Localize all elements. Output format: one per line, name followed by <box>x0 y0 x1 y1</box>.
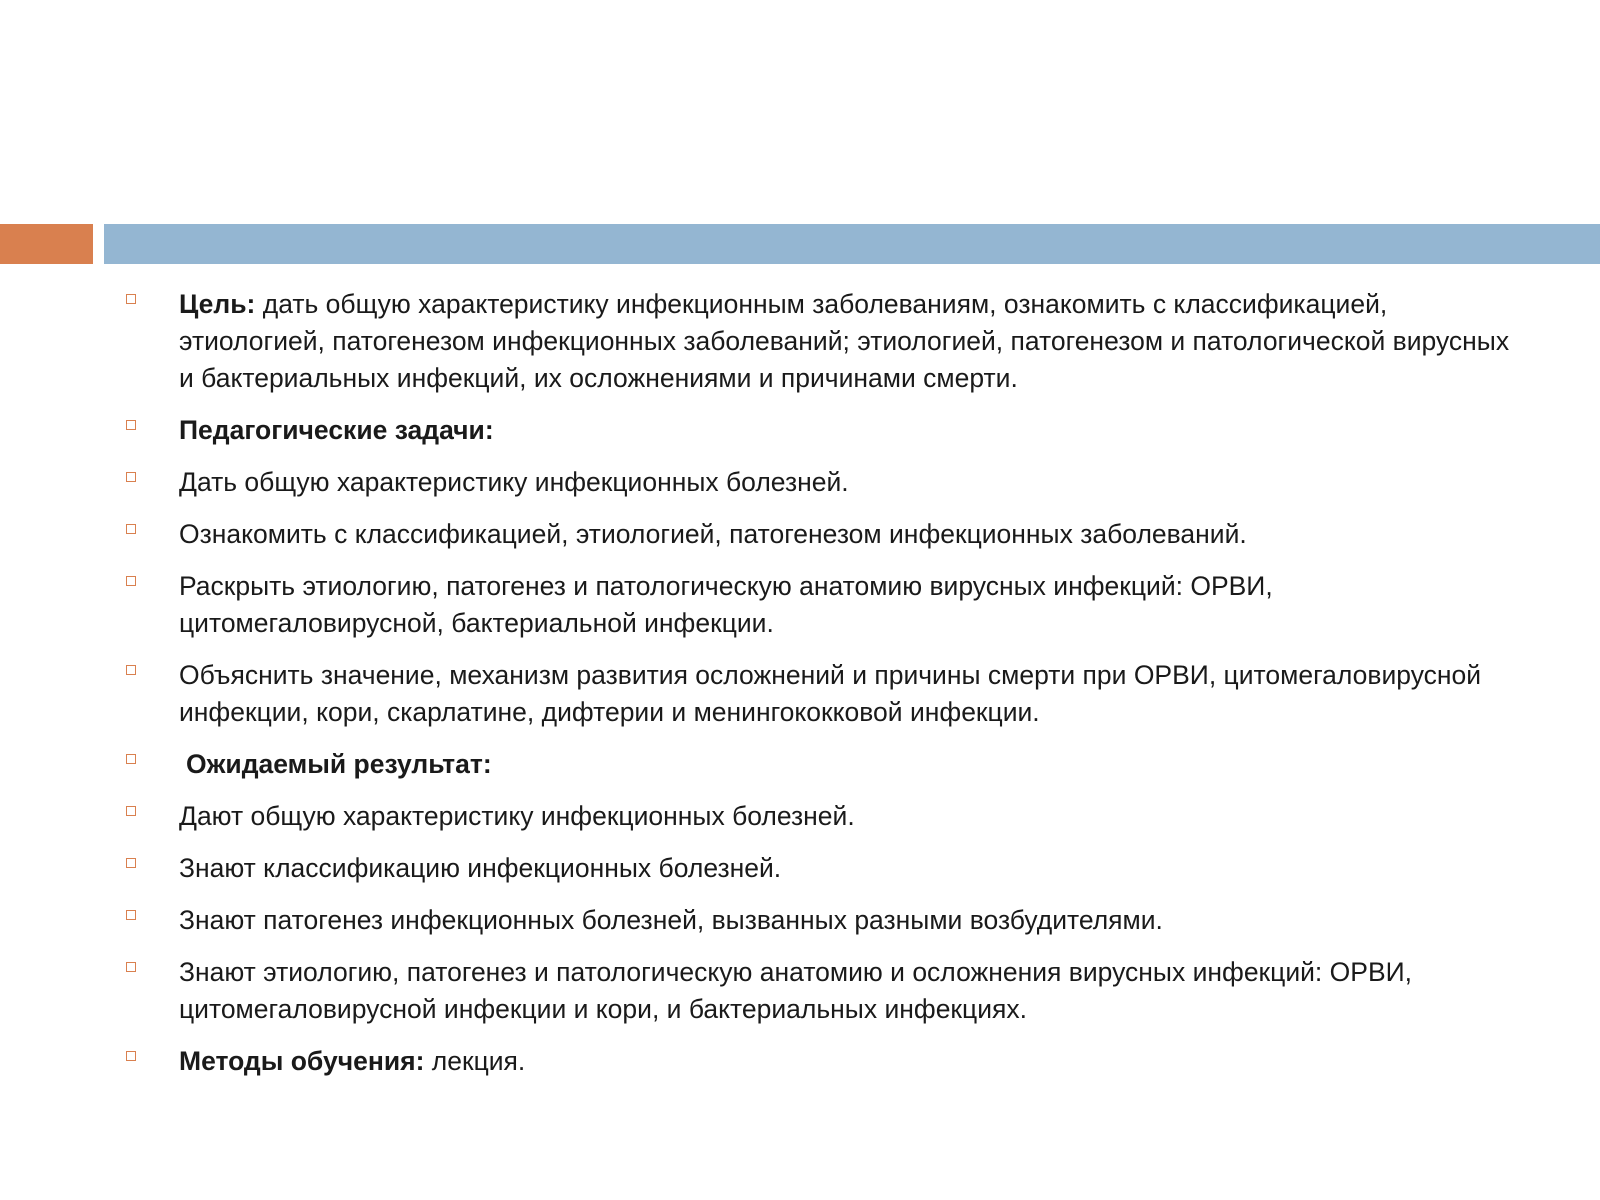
square-bullet-icon <box>126 910 136 920</box>
square-bullet-icon <box>126 420 136 430</box>
slide-bullet-list <box>122 286 1522 1095</box>
item-text: Дают общую характеристику инфекционных болезней. <box>179 801 855 831</box>
list-item <box>122 850 1522 887</box>
square-bullet-icon <box>126 524 136 534</box>
list-item <box>122 568 1522 642</box>
item-text: дать общую характеристику инфекционным заболеваниям, ознакомить с классификацией, этиологией, патогенезом инфекционных заболеваний; этиологией, патогенезом и патологической вирусных и бактериальных инфекций, их осложнениями и причинами смерти. <box>179 289 1510 393</box>
square-bullet-icon <box>126 576 136 586</box>
square-bullet-icon <box>126 1051 136 1061</box>
header-accent-orange-bar <box>0 224 93 264</box>
list-item-teaching-methods <box>122 1043 1522 1080</box>
list-item-expected-result-heading <box>122 746 1522 783</box>
list-item-goal <box>122 286 1522 397</box>
square-bullet-icon <box>126 294 136 304</box>
item-label: Ожидаемый результат: <box>186 749 492 779</box>
header-accent-blue-bar <box>104 224 1600 264</box>
square-bullet-icon <box>126 858 136 868</box>
list-item-pedagogical-tasks-heading <box>122 412 1522 449</box>
square-bullet-icon <box>126 754 136 764</box>
item-text: Знают этиологию, патогенез и патологическую анатомию и осложнения вирусных инфекций: ОРВИ, цитомегаловирусной инфекции и кори, и бактериальных инфекциях. <box>179 957 1413 1024</box>
item-text: Знают патогенез инфекционных болезней, вызванных разными возбудителями. <box>179 905 1163 935</box>
square-bullet-icon <box>126 472 136 482</box>
item-text: Знают классификацию инфекционных болезней. <box>179 853 782 883</box>
square-bullet-icon <box>126 665 136 675</box>
item-text: Дать общую характеристику инфекционных болезней. <box>179 467 849 497</box>
item-label: Методы обучения: <box>179 1046 425 1076</box>
square-bullet-icon <box>126 962 136 972</box>
list-item <box>122 516 1522 553</box>
item-text: Ознакомить с классификацией, этиологией, патогенезом инфекционных заболеваний. <box>179 519 1247 549</box>
item-text: Объяснить значение, механизм развития осложнений и причины смерти при ОРВИ, цитомегаловирусной инфекции, кори, скарлатине, дифтерии и менингококковой инфекции. <box>179 660 1482 727</box>
list-item <box>122 902 1522 939</box>
list-item <box>122 464 1522 501</box>
list-item <box>122 798 1522 835</box>
square-bullet-icon <box>126 806 136 816</box>
list-item <box>122 657 1522 731</box>
item-label: Педагогические задачи: <box>179 415 494 445</box>
item-text: лекция. <box>424 1046 526 1076</box>
item-label: Цель: <box>179 289 256 319</box>
list-item <box>122 954 1522 1028</box>
item-text: Раскрыть этиологию, патогенез и патологическую анатомию вирусных инфекций: ОРВИ, цитомегаловирусной, бактериальной инфекции. <box>179 571 1273 638</box>
